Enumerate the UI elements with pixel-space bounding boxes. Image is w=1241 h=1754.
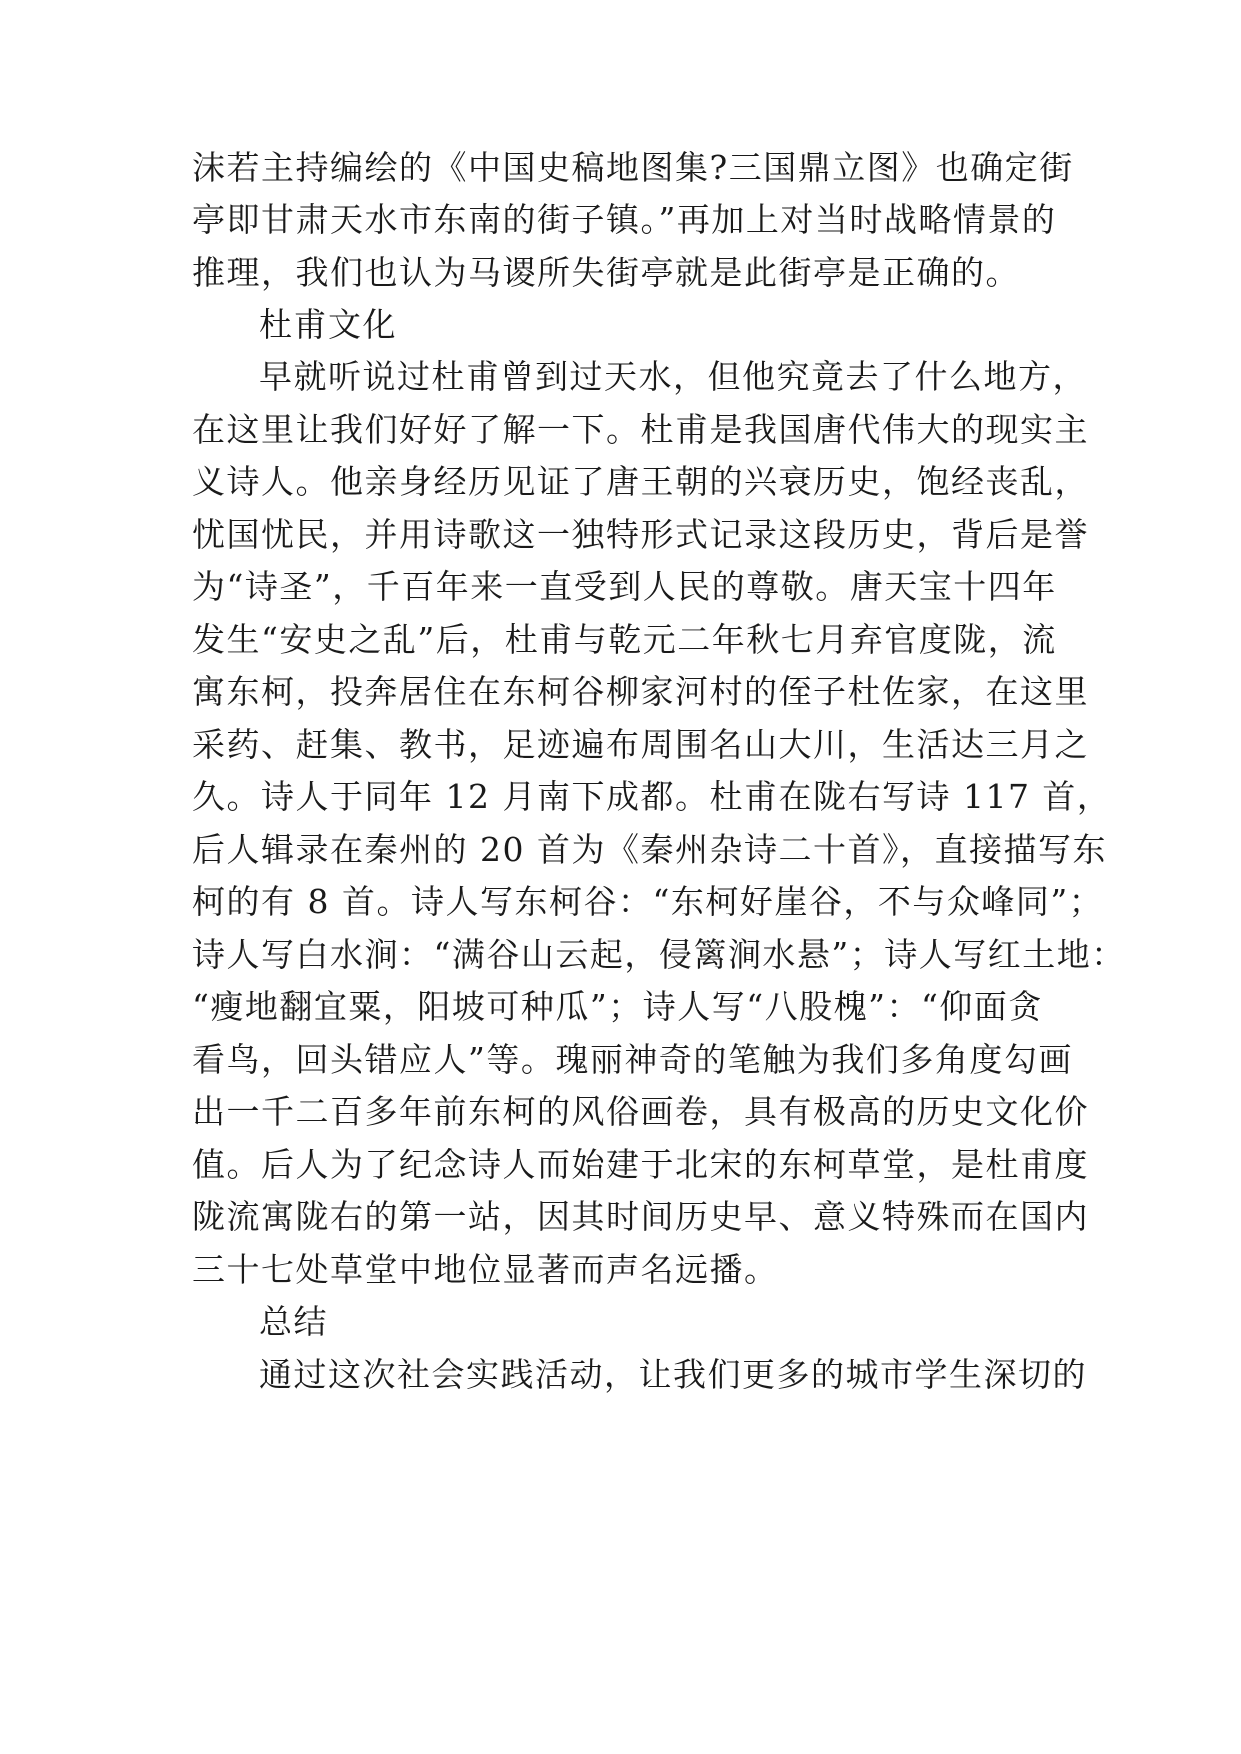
body-text-line: 诗人写白水涧：“满谷山云起，侵篱涧水悬”；诗人写红土地： (192, 935, 1126, 974)
body-text-line: 沫若主持编绘的《中国史稿地图集?三国鼎立图》也确定街 (192, 148, 1074, 187)
body-text-line: 值。后人为了纪念诗人而始建于北宋的东柯草堂，是杜甫度 (192, 1145, 1089, 1184)
body-text-line: 柯的有 8 首。诗人写东柯谷：“东柯好崖谷，不与众峰同”； (192, 882, 1104, 921)
body-text-line: 在这里让我们好好了解一下。杜甫是我国唐代伟大的现实主 (192, 410, 1089, 449)
body-text-line: 寓东柯，投奔居住在东柯谷柳家河村的侄子杜佐家，在这里 (192, 672, 1089, 711)
paragraph-first-line: 早就听说过杜甫曾到过天水，但他究竟去了什么地方， (259, 357, 1087, 396)
section-heading: 杜甫文化 (259, 305, 397, 344)
body-text-line: 后人辑录在秦州的 20 首为《秦州杂诗二十首》，直接描写东 (192, 830, 1107, 869)
body-text-line: 推理，我们也认为马谡所失街亭就是此街亭是正确的。 (192, 253, 1020, 292)
section-heading: 总结 (259, 1302, 328, 1341)
body-text-line: 陇流寓陇右的第一站，因其时间历史早、意义特殊而在国内 (192, 1197, 1089, 1236)
body-text-line: “瘦地翻宜粟，阳坡可种瓜”；诗人写“八股槐”：“仰面贪 (192, 987, 1043, 1026)
body-text-line: 采药、赶集、教书，足迹遍布周围名山大川，生活达三月之 (192, 725, 1089, 764)
body-text-line: 出一千二百多年前东柯的风俗画卷，具有极高的历史文化价 (192, 1092, 1089, 1131)
body-text-line: 看鸟，回头错应人”等。瑰丽神奇的笔触为我们多角度勾画 (192, 1040, 1073, 1079)
body-text-line: 三十七处草堂中地位显著而声名远播。 (192, 1250, 779, 1289)
body-text-line: 发生“安史之乱”后，杜甫与乾元二年秋七月弃官度陇，流 (192, 620, 1057, 659)
body-text-line: 忧国忧民，并用诗歌这一独特形式记录这段历史，背后是誉 (192, 515, 1089, 554)
body-text-line: 亭即甘肃天水市东南的街子镇。”再加上对当时战略情景的 (192, 200, 1057, 239)
body-text-line: 义诗人。他亲身经历见证了唐王朝的兴衰历史，饱经丧乱， (192, 462, 1089, 501)
body-text-line: 为“诗圣”，千百年来一直受到人民的尊敬。唐天宝十四年 (192, 567, 1057, 606)
body-text-line: 久。诗人于同年 12 月南下成都。杜甫在陇右写诗 117 首， (192, 777, 1112, 816)
paragraph-first-line: 通过这次社会实践活动，让我们更多的城市学生深切的 (259, 1355, 1087, 1394)
